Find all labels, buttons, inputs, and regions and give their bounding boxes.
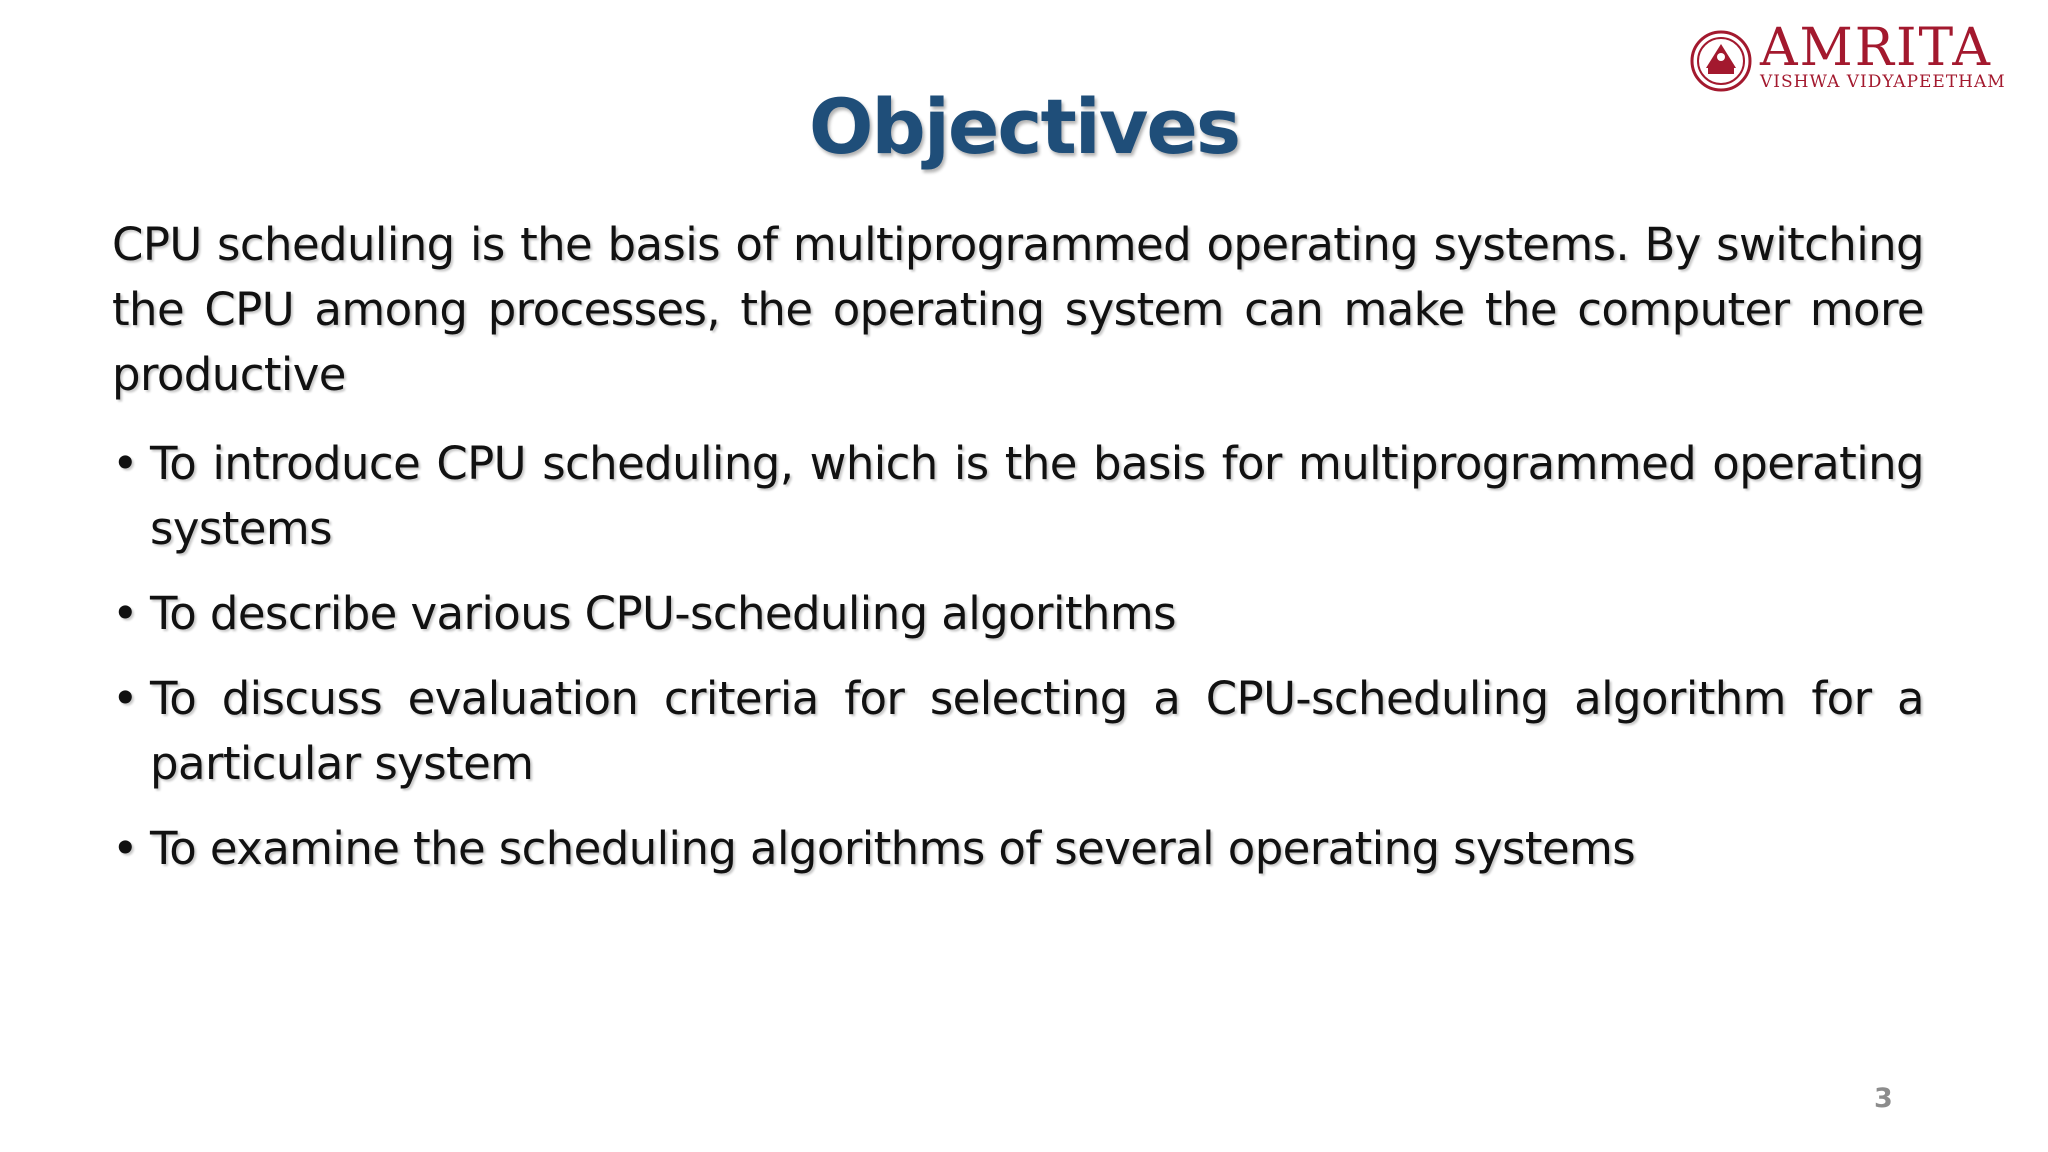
list-item <box>112 666 1924 796</box>
page-number: 3 <box>1874 1083 1893 1114</box>
bullet-icon: • <box>112 672 138 725</box>
intro-paragraph: CPU scheduling is the basis of multiprogrammed operating systems. By switching the CPU among processes, the operating system can make the computer more productive <box>112 218 1924 401</box>
bullet-icon: • <box>112 822 138 875</box>
list-item <box>112 816 1924 881</box>
bullet-text: To examine the scheduling algorithms of several operating systems <box>150 822 1636 875</box>
bullet-icon: • <box>112 437 138 490</box>
slide-body <box>112 212 1924 901</box>
list-item <box>112 581 1924 646</box>
amrita-emblem-icon <box>1690 30 1752 92</box>
bullet-text: To introduce CPU scheduling, which is the basis for multiprogrammed operating systems <box>150 437 1924 555</box>
list-item <box>112 431 1924 561</box>
logo-subtitle: VISHWA VIDYAPEETHAM <box>1760 72 2006 92</box>
bullet-text: To describe various CPU-scheduling algorithms <box>150 587 1176 640</box>
logo-wordmark: AMRITA <box>1760 18 1992 78</box>
bullet-icon: • <box>112 587 138 640</box>
slide-title: Objectives <box>808 82 1240 171</box>
objectives-list <box>112 431 1924 881</box>
bullet-text: To discuss evaluation criteria for selecting a CPU-scheduling algorithm for a particular system <box>150 672 1924 790</box>
